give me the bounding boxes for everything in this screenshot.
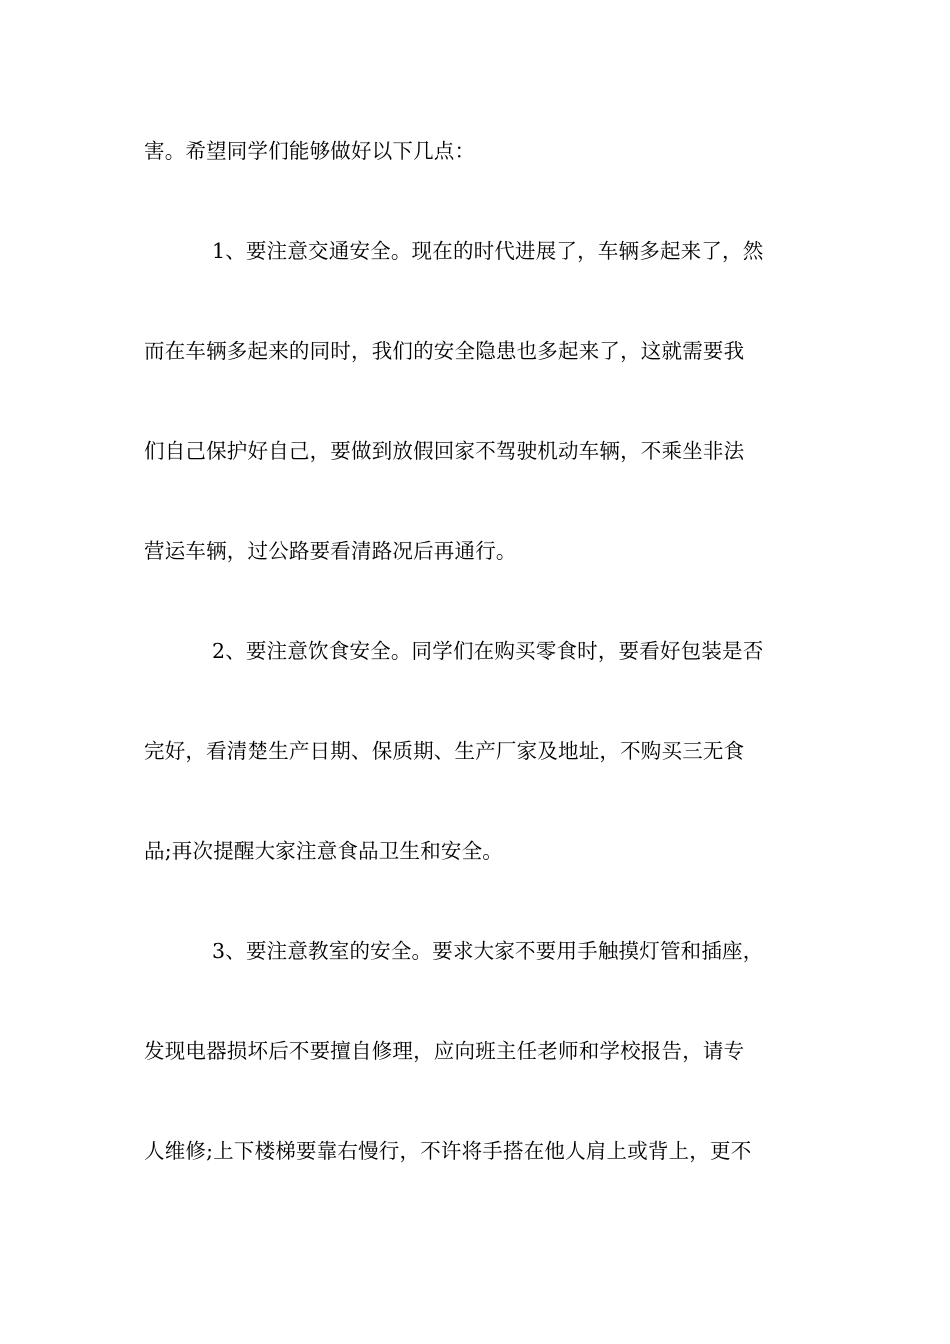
text-line: 发现电器损坏后不要擅自修理，应向班主任老师和学校报告，请专 bbox=[144, 1039, 745, 1063]
paragraph-2-first-line: 2、要注意饮食安全。同学们在购买零食时，要看好包装是否 bbox=[212, 639, 764, 663]
text-line: 人维修;上下楼梯要靠右慢行，不许将手搭在他人肩上或背上，更不 bbox=[144, 1139, 752, 1163]
text-line: 害。希望同学们能够做好以下几点： bbox=[144, 139, 476, 163]
text-line: 品;再次提醒大家注意食品卫生和安全。 bbox=[144, 839, 504, 863]
paragraph-1-first-line: 1、要注意交通安全。现在的时代进展了，车辆多起来了，然 bbox=[212, 239, 764, 263]
text-line: 完好，看清楚生产日期、保质期、生产厂家及地址，不购买三无食 bbox=[144, 739, 745, 763]
text-line: 而在车辆多起来的同时，我们的安全隐患也多起来了，这就需要我 bbox=[144, 339, 745, 363]
text-line: 们自己保护好自己，要做到放假回家不驾驶机动车辆，不乘坐非法 bbox=[144, 439, 745, 463]
paragraph-3-first-line: 3、要注意教室的安全。要求大家不要用手触摸灯管和插座， bbox=[212, 939, 764, 963]
text-line: 营运车辆，过公路要看清路况后再通行。 bbox=[144, 539, 517, 563]
